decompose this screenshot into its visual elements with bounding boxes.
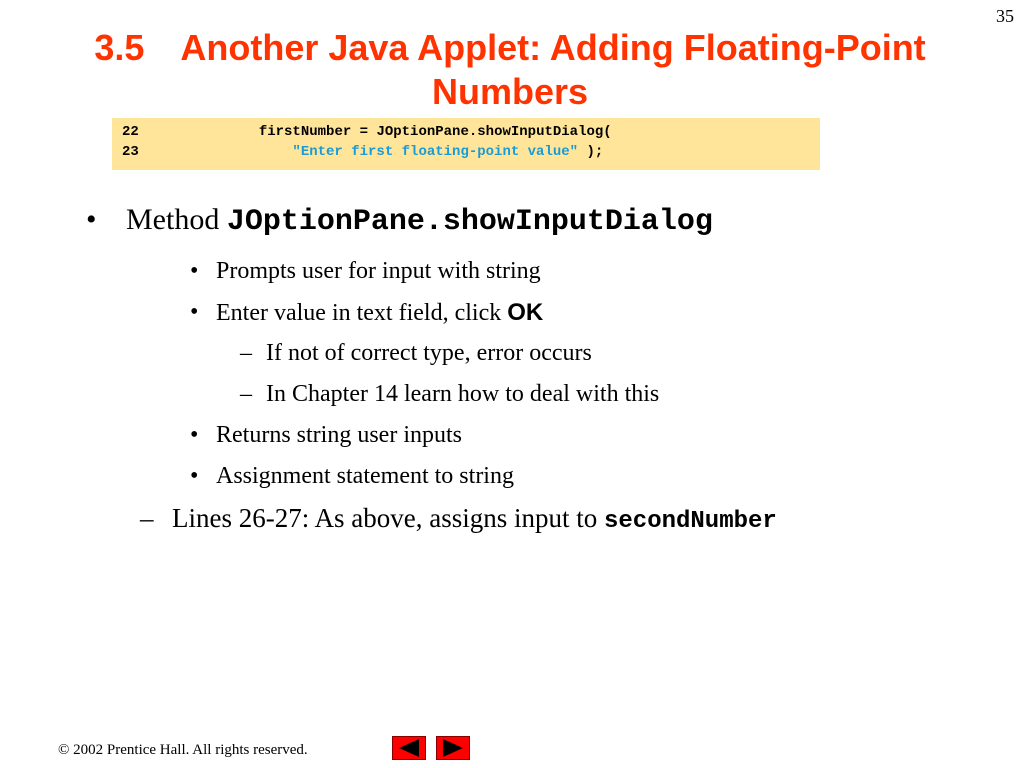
prev-slide-button[interactable] [392, 736, 426, 760]
bullet-text: Returns string user inputs [216, 422, 462, 448]
method-prefix: Method [126, 203, 227, 236]
page-number: 35 [996, 6, 1014, 26]
code-string: "Enter first floating-point value" [292, 144, 579, 160]
code-tail: ); [578, 144, 604, 160]
bullet-text: In Chapter 14 learn how to deal with this [266, 381, 660, 407]
arrow-right-icon [437, 737, 469, 759]
copyright-footer [58, 742, 308, 759]
dash: – [140, 503, 154, 533]
line-number: 23 [122, 144, 139, 160]
bullet-text [172, 503, 777, 535]
code-text [158, 124, 259, 140]
code-snippet [112, 118, 820, 170]
bullet-text: Prompts user for input with string [216, 258, 541, 284]
next-slide-button[interactable] [436, 736, 470, 760]
bullet-text [126, 203, 713, 239]
code-line-22 [122, 124, 820, 144]
bullet-dot: • [190, 422, 199, 448]
bullet-dot: • [190, 299, 199, 325]
bullet-dot: • [190, 258, 199, 284]
code-line-23 [122, 144, 820, 164]
bullet-text [216, 299, 543, 327]
dash: – [240, 340, 252, 366]
bullet-text: If not of correct type, error occurs [266, 340, 592, 366]
arrow-left-icon [393, 737, 425, 759]
lines-prefix: Lines 26-27: As above, assigns input to [172, 503, 604, 533]
bullet-text: Assignment statement to string [216, 463, 514, 489]
bullet-dot: • [190, 463, 199, 489]
title-text: Another Java Applet: Adding Floating-Point Numbers [180, 27, 926, 112]
ok-label: OK [507, 299, 544, 326]
dash: – [240, 381, 252, 407]
method-name: JOptionPane.showInputDialog [226, 205, 713, 239]
code-text: firstNumber = JOptionPane.showInputDialog( [258, 124, 612, 140]
bullet-dot: • [86, 203, 97, 236]
slide-title [60, 26, 960, 114]
second-number-var: secondNumber [603, 508, 777, 535]
copyright-symbol: © [58, 742, 70, 758]
section-number: 3.5 [94, 27, 145, 68]
enter-prefix: Enter value in text field, click [216, 300, 508, 326]
copyright-text: 2002 Prentice Hall. All rights reserved. [69, 742, 308, 758]
line-number: 22 [122, 124, 139, 140]
code-indent [158, 144, 292, 160]
